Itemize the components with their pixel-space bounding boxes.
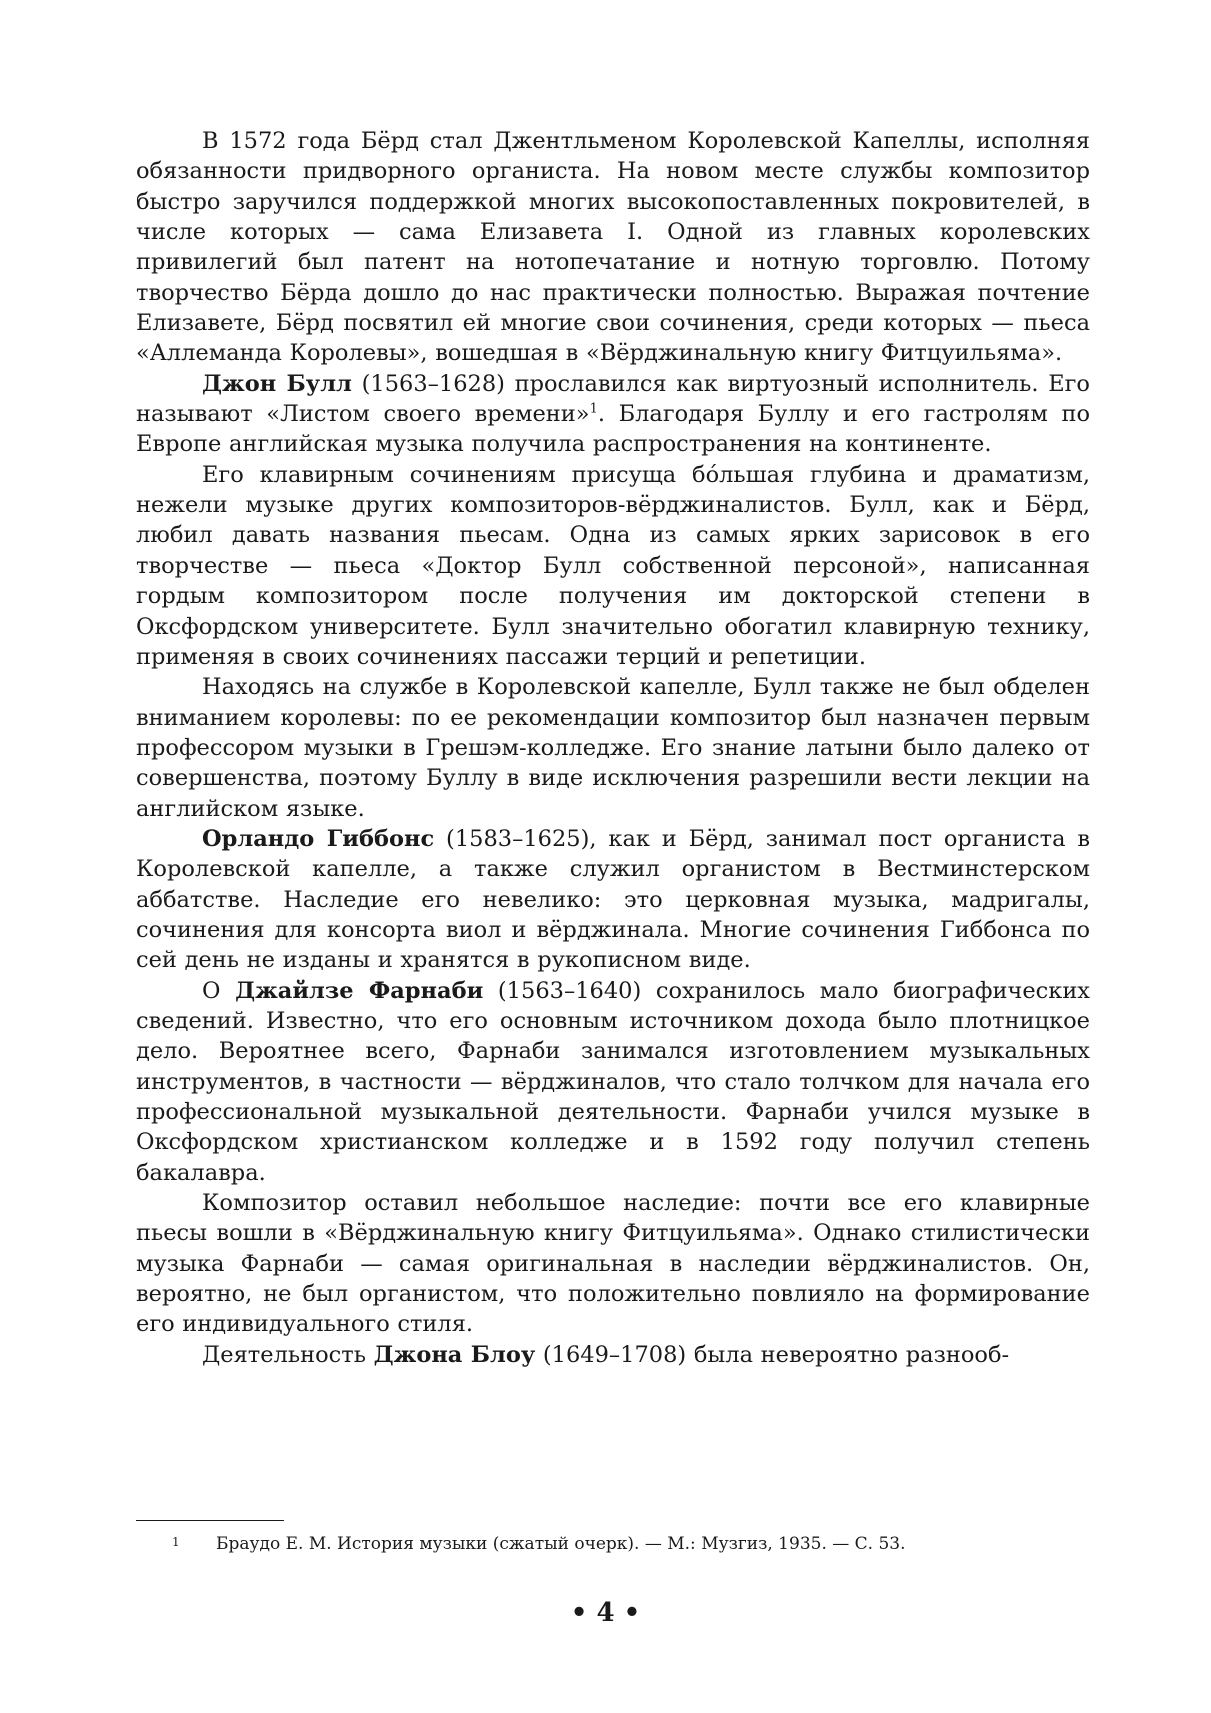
paragraph-byrd (136, 126, 1090, 369)
paragraph-farnaby-legacy (136, 1188, 1090, 1340)
body-text (136, 126, 1090, 1370)
page-number: • 4 • (570, 1598, 641, 1628)
paragraph-blow (136, 1340, 1090, 1370)
paragraph-gibbons (136, 824, 1090, 976)
footnote-number: 1 (172, 1535, 180, 1549)
footnote-reference: 1 (589, 401, 598, 417)
paragraph-bull-works (136, 460, 1090, 672)
paragraph-text: (1583–1625), как и Бёрд, занимал пост органиста в Королевской капелле, а также служил органистом в Вестминстерском аббатстве. Наследие его невелико: это церковная музыка, мадригалы, сочинения для консорта виол и вёрджинала. Многие сочинения Гиббонса по сей день не изданы и хранятся в рукописном виде. (136, 825, 1091, 974)
paragraph-text: В 1572 года Бёрд стал Джентльменом Королевской Капеллы, исполняя обязанности придворного органиста. На новом месте службы композитор быстро заручился поддержкой многих высокопоставленных покровителей, в числе которых — сама Елизавета I. Одной из главных королевских привилегий был патент на нотопечатание и нотную торговлю. Потому творчество Бёрда дошло до нас практически полностью. Выражая почтение Елизавете, Бёрд посвятил ей многие свои сочинения, среди которых — пьеса «Аллеманда Королевы», вошедшая в «Вёрджинальную книгу Фитцуильяма». (136, 128, 1090, 367)
paragraph-text: Композитор оставил небольшое наследие: почти все его клавирные пьесы вошли в «Вёрджинальную книгу Фитцуильяма». Однако стилистически музыка Фарнаби — самая оригинальная в наследии вёрджиналистов. Он, вероятно, не был органистом, что положительно повлияло на формирование его индивидуального стиля. (136, 1190, 1090, 1338)
composer-name: Джон Булл (202, 370, 352, 397)
paragraph-text: (1649–1708) была невероятно разнооб- (535, 1341, 1010, 1368)
paragraph-text: О (202, 977, 236, 1004)
paragraph-text: . Благодаря Буллу и его гастролям по Европе английская музыка получила распространения на континенте. (136, 401, 1090, 458)
composer-name: Джона Блоу (373, 1341, 536, 1368)
paragraph-text: Деятельность (202, 1341, 374, 1368)
paragraph-text: Его клавирным сочинениям присуща бóльшая глубина и драматизм, нежели музыке других композиторов-вёрджиналистов. Булл, как и Бёрд, любил давать названия пьесам. Одна из самых ярких зарисовок в его творчестве — пьеса «Доктор Булл собственной персоной», написанная гордым композитором после получения им докторской степени в Оксфордском университете. Булл значительно обогатил клавирную технику, применяя в своих сочинениях пассажи терций и репетиции. (136, 461, 1090, 670)
paragraph-bull-chapel (136, 672, 1090, 824)
paragraph-text: Находясь на службе в Королевской капелле, Булл также не был обделен вниманием королевы: по ее рекомендации композитор был назначен первым профессором музыки в Грешэм-колледже. Его знание латыни было далеко от совершенства, поэтому Буллу в виде исключения разрешили вести лекции на английском языке. (136, 674, 1090, 822)
composer-name: Орландо Гиббонс (202, 825, 435, 852)
paragraph-bull (136, 369, 1090, 460)
composer-name: Джайлзе Фарнаби (235, 977, 484, 1004)
paragraph-farnaby (136, 976, 1090, 1188)
footnote-divider (136, 1520, 284, 1521)
paragraph-text: (1563–1628) прославился как виртуозный исполнитель. Его называют «Листом своего времени» (136, 370, 1090, 428)
footnote-text: Браудо Е. М. История музыки (сжатый очерк). — М.: Музгиз, 1935. — С. 53. (216, 1534, 906, 1554)
paragraph-text: (1563–1640) сохранилось мало биографических сведений. Известно, что его основным источником дохода было плотницкое дело. Вероятнее всего, Фарнаби занимался изготовлением музыкальных инструментов, в частности — вёрджиналов, что стало толчком для начала его профессиональной музыкальной деятельности. Фарнаби учился музыке в Оксфордском христианском колледже и в 1592 году получил степень бакалавра. (136, 977, 1091, 1186)
